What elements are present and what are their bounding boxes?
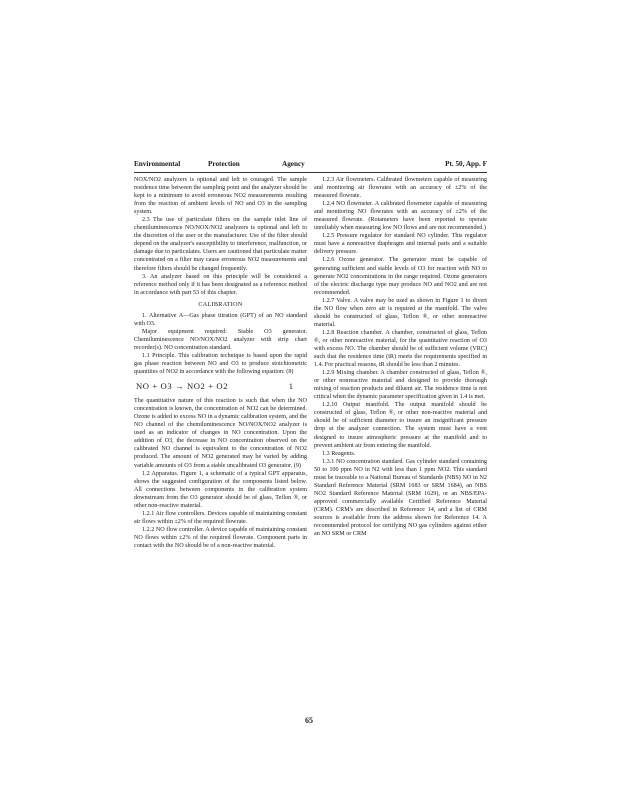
paragraph: 2.3 The use of particulate filters on the sample inlet line of chemiluminescence NO/NOX/NO2 analyzers is optional and left to the discretion of the user or the manufacturer. Use of the filter should depend on the analyzer's susceptibility to interference, malfunction, or damage due to particulates. Users are cautioned that particulate matter concentrated on a filter may cause erroneous NO2 measurements and therefore filters should be changed frequently.: [134, 217, 307, 272]
paragraph: 1.2.2 NO flow controller. A device capable of maintaining constant NO flows within ±2% of the required flowrate. Component parts in contact with the NO should be of a non-reactive material.: [134, 526, 307, 549]
paragraph: 1.2.9 Mixing chamber. A chamber constructed of glass, Teflon ®, or other nonreactive material and designed to provide thorough mixing of reaction products and diluent air. The residence time is not critical when the dynamic parameter specification given in 1.4 is met.: [314, 370, 487, 401]
paragraph: 3. An analyzer based on this principle will be considered a reference method only if it has been designated as a reference method in accordance with part 53 of this chapter.: [134, 273, 307, 296]
paragraph: 1.3 Reagents.: [322, 450, 356, 457]
paragraph: Major equipment required: Stable O3 generator. Chemiluminescence NO/NOX/NO2 analyzer with strip chart recorder(s). NO concentration standard.: [134, 328, 307, 351]
paragraph: 1. Alternative A—Gas phase titration (GPT) of an NO standard with O3.: [134, 312, 307, 327]
equation-number: 1: [288, 381, 293, 392]
paragraph: 1.2.3 Air flowmeters. Calibrated flowmeters capable of measuring and monitoring air flowrates with an accuracy of ±2% of the measured flowrate.: [314, 177, 487, 200]
paragraph: NOX/NO2 analyzers is optional and left to couraged. The sample residence time between the sampling point and the analyzer should be kept to a minimum to avoid erroneous NO2 measurements resulting from the reaction of ambient levels of NO and O3 in the sampling system.: [134, 177, 307, 216]
right-column: [314, 176, 487, 538]
header-agency-word-2: Protection: [208, 160, 240, 168]
running-header: [134, 158, 487, 173]
paragraph: 1.2.10 Output manifold. The output manifold should be constructed of glass, Teflon ®, or other non-reactive material and should be of sufficient diameter to insure an insignificant pressure drop at the analyzer connection. The system must have a vent designed to insure atmospheric pressure at the manifold and to prevent ambient air from entering the manifold.: [314, 402, 487, 449]
left-column: [134, 176, 307, 550]
section-heading-calibration: CALIBRATION: [198, 301, 243, 308]
header-section: Pt. 50, App. F: [445, 160, 487, 168]
reaction-equation: [134, 378, 307, 394]
paragraph: 1.2.6 Ozone generator. The generator must be capable of generating sufficient and stable levels of O3 for reaction with NO to generate NO2 concentrations in the range required. Ozone generators of the electric discharge type may produce NO and NO2 and are not recommended.: [314, 257, 487, 296]
paragraph: The quantitative nature of this reaction is such that when the NO concentration is known, the concentration of NO2 can be determined. Ozone is added to excess NO in a dynamic calibration system, and the NO channel of the chemiluminescence NO/NOX/NO2 analyzer is used as an indicator of changes in NO concentration. Upon the addition of O3, the decrease in NO concentration observed on the calibrated NO channel is equivalent to the concentration of NO2 produced. The amount of NO2 generated may be varied by adding variable amounts of O3 from a stable uncalibrated O3 generator. (9): [134, 398, 307, 469]
paragraph: 1.2.8 Reaction chamber. A chamber, constructed of glass, Teflon ®, or other nonreactive material, for the quantitative reaction of O3 with excess NO. The chamber should be of sufficient volume (VRC) such that the residence time (tR) meets the requirements specified in 1.4. For practical reasons, tR should be less than 2 minutes.: [314, 329, 487, 369]
equation-formula: NO + O3 → NO2 + O2: [136, 381, 229, 392]
paragraph: 1.2.1 Air flow controllers. Devices capable of maintaining constant air flows within ±2% of the required flowrate.: [134, 510, 307, 525]
paragraph: 1.2.4 NO flowmeter. A calibrated flowmeter capable of measuring and monitoring NO flowrates with an accuracy of ±2% of the measured flowrate. (Rotameters have been reported to operate unreliably when measuring low NO flows and are not recommended.): [314, 201, 487, 232]
header-agency-word-1: Environmental: [134, 160, 181, 168]
paragraph: 1.2 Apparatus. Figure 1, a schematic of a typical GPT apparatus, shows the suggested configuration of the components listed below. All connections between components in the calibration system downstream from the O3 generator should be of glass, Teflon ®, or other non-reactive material.: [134, 470, 307, 509]
page-number: 65: [305, 716, 313, 725]
header-agency-word-3: Agency: [282, 160, 305, 168]
paragraph: 1.2.7 Valve. A valve may be used as shown in Figure 1 to divert the NO flow when zero air is required at the manifold. The valve should be constructed of glass, Teflon ®, or other nonreactive material.: [314, 297, 487, 328]
paragraph: 1.3.1 NO concentration standard. Gas cylinder standard containing 50 to 100 ppm NO in N2 with less than 1 ppm NO2. This standard must be traceable to a National Bureau of Standards (NBS) NO in N2 Standard Reference Material (SRM 1683 or SRM 1684), an NBS NO2 Standard Reference Material (SRM 1629), or an NBS/EPA-approved commercially available Certified Reference Material (CRM). CRM's are described in Reference 14, and a list of CRM sources is available from the address shown for Reference 14. A recommended protocol for certifying NO gas cylinders against either an NO SRM or CRM: [314, 458, 487, 538]
paragraph: 1.1 Principle. This calibration technique is based upon the rapid gas phase reaction between NO and O3 to produce stoichiometric quantities of NO2 in accordance with the following equation: (8): [134, 352, 307, 376]
paragraph: 1.2.5 Pressure regulator for standard NO cylinder. This regulator must have a nonreactive diaphragm and internal parts and a suitable delivery pressure.: [314, 233, 487, 256]
